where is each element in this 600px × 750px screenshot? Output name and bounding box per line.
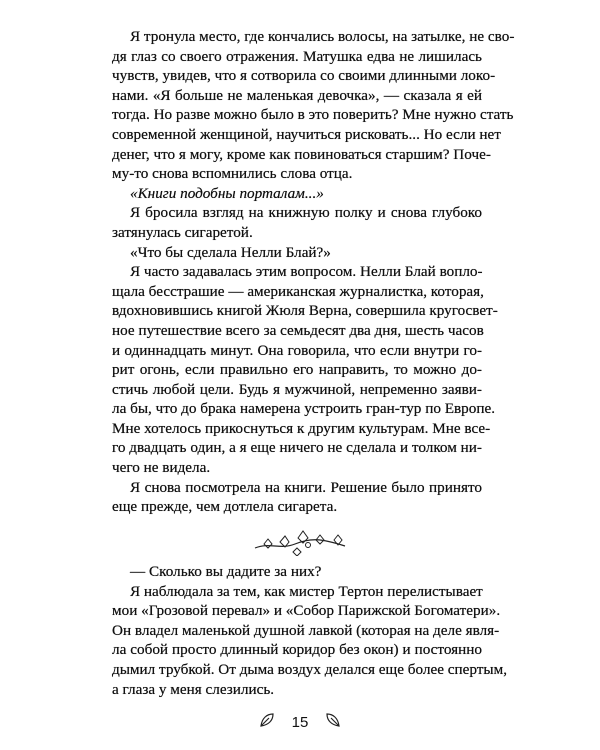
text-line: затянулась сигаретой. (112, 223, 253, 241)
text-line: современной женщиной, научиться рисковать... Но если нет (112, 125, 501, 143)
text-line: Я наблюдала за тем, как мистер Тертон перелистывает (130, 582, 483, 600)
text-line: го двадцать один, а я еще ничего не сделала и толком ни- (112, 439, 482, 457)
ivy-vine-divider-icon (250, 530, 350, 556)
paragraph (112, 562, 482, 582)
paragraph (112, 478, 482, 517)
paragraph (112, 243, 482, 263)
text-line: чувств, увидев, что я сотворила со своими длинными локо- (112, 67, 496, 85)
text-section-1 (112, 27, 515, 517)
text-line: ла собой просто длинный коридор без окон) и постоянно (112, 641, 482, 659)
text-line: Я снова посмотрела на книги. Решение было принято (130, 478, 482, 496)
leaf-icon (325, 712, 341, 732)
text-line: денег, что я могу, кроме как повиноваться старшим? Поче- (112, 145, 491, 163)
paragraph (112, 203, 482, 242)
text-line: а глаза у меня слезились. (112, 680, 275, 698)
text-line: нами. «Я больше не маленькая девочка», — сказала я ей (112, 86, 482, 104)
page-number: 15 (291, 713, 309, 731)
text-line: — Сколько вы дадите за них? (130, 563, 322, 580)
text-line: и одиннадцать минут. Она говорила, что если внутри го- (112, 341, 482, 359)
text-line: ла бы, что до брака намерена устроить гран-тур по Европе. (112, 400, 496, 418)
text-line: «Книги подобны порталам...» (130, 184, 324, 202)
text-line: Я бросила взгляд на книжную полку и снова глубоко (130, 204, 482, 222)
text-section-2 (112, 562, 508, 699)
text-line: Я тронула место, где кончались волосы, на затылке, не сво- (130, 28, 515, 45)
text-line: чего не видела. (112, 459, 211, 477)
paragraph (112, 582, 508, 700)
paragraph (112, 262, 498, 478)
text-line: дя глаз со своего отражения. Матушка едва не лишилась (112, 47, 482, 65)
text-line: ное путешествие всего за семьдесят два дня, шесть часов (112, 321, 484, 339)
text-line: стичь любой цели. Будь я мужчиной, непременно заяви- (112, 380, 482, 398)
text-line: мои «Грозовой перевал» и «Собор Парижской Богоматери». (112, 602, 501, 620)
leaf-icon (259, 712, 275, 732)
text-line: Он владел маленькой душной лавкой (которая на деле явля- (112, 621, 500, 639)
text-line: рит огонь, если правильно его направить, то можно до- (112, 361, 482, 379)
text-line: Я часто задавалась этим вопросом. Нелли Блай вопло- (130, 263, 483, 281)
text-line: еще прежде, чем дотлела сигарета. (112, 498, 338, 516)
text-line: «Что бы сделала Нелли Блай?» (130, 243, 331, 261)
text-line: тогда. Но разве можно было в это поверить? Мне нужно стать (112, 106, 514, 124)
text-line: щала бесстрашие — американская журналистка, которая, (112, 282, 484, 300)
text-line: му-то снова вспомнились слова отца. (112, 165, 353, 183)
text-line: Мне хотелось прикоснуться к другим культурам. Мне все- (112, 419, 491, 437)
text-line: дымил трубкой. От дыма воздух делался еще более спертым, (112, 660, 508, 678)
text-line: вдохновившись книгой Жюля Верна, совершила кругосвет- (112, 302, 498, 320)
paragraph (112, 184, 482, 204)
page-footer (0, 712, 600, 732)
paragraph (112, 27, 515, 184)
